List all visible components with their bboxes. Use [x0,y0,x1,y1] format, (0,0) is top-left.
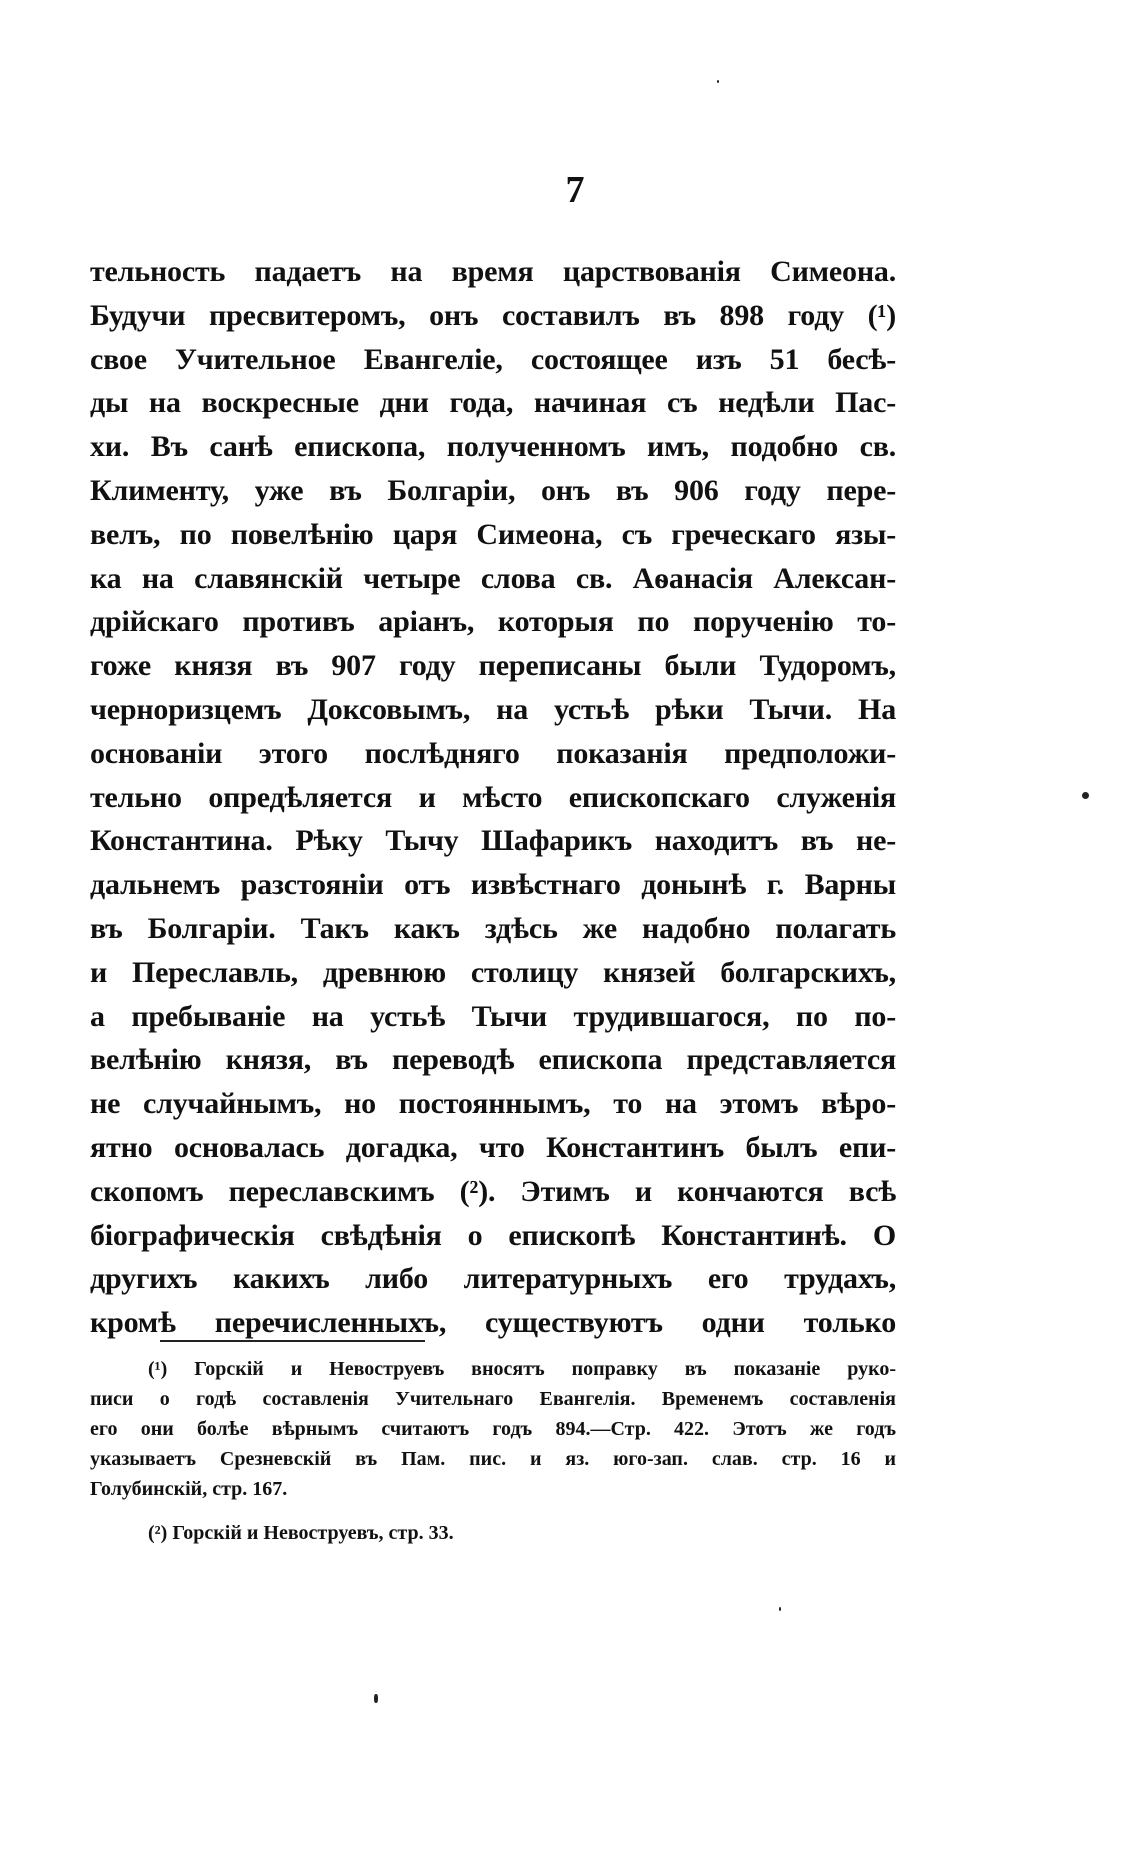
text-line: скопомъ переславскимъ (²). Этимъ и кончаются всѣ [90,1174,896,1208]
text-line: ка на славянскій четыре слова св. Аѳанасія Алексан- [90,561,896,595]
footnote-divider [160,1340,425,1342]
text-line: велъ, по повелѣнію царя Симеона, съ греческаго язы- [90,517,896,551]
footnote-1-line: указываетъ Срезневскій въ Пам. пис. и яз. юго-зап. слав. стр. 16 и [90,1448,896,1470]
text-line: гоже князя въ 907 году переписаны были Тудоромъ, [90,649,896,683]
text-line: тельно опредѣляется и мѣсто епископскаго служенія [90,780,896,814]
text-line: основаніи этого послѣдняго показанія предположи- [90,736,896,770]
text-line: хи. Въ санѣ епископа, полученномъ имъ, подобно св. [90,430,896,464]
ink-speck [779,1607,781,1611]
text-line: черноризцемъ Доксовымъ, на устьѣ рѣки Тычи. На [90,692,896,726]
footnote-1-line: Голубинскій, стр. 167. [90,1478,288,1500]
text-line: Константина. Рѣку Тычу Шафарикъ находитъ въ не- [90,824,896,858]
text-line: кромѣ перечисленныхъ, существуютъ одни только [90,1306,896,1340]
footnote-1-line: (¹) Горскій и Невоструевъ вносятъ поправку въ показаніе руко- [148,1358,896,1380]
footnote-1-line: писи о годѣ составленія Учительнаго Евангелія. Временемъ составленія [90,1388,896,1410]
page-number: 7 [565,169,585,211]
text-line: дальнемъ разстояніи отъ извѣстнаго донынѣ г. Варны [90,868,896,902]
ink-speck [1082,792,1089,799]
text-line: другихъ какихъ либо литературныхъ его трудахъ, [90,1262,896,1296]
footnote-1-line: его они болѣе вѣрнымъ считаютъ годъ 894.—Стр. 422. Этотъ же годъ [90,1418,896,1440]
text-line: велѣнію князя, въ переводѣ епископа представляется [90,1043,896,1077]
text-line: Будучи пресвитеромъ, онъ составилъ въ 898 году (¹) [90,298,896,332]
text-line: а пребываніе на устьѣ Тычи трудившагося, по по- [90,999,896,1033]
footnotes [90,1354,896,1548]
text-line: ятно основалась догадка, что Константинъ былъ епи- [90,1130,896,1164]
ink-speck [717,80,719,83]
main-text [90,250,896,1345]
text-line: біографическія свѣдѣнія о епископѣ Константинѣ. О [90,1218,896,1252]
text-line: не случайнымъ, но постояннымъ, то на этомъ вѣро- [90,1087,896,1121]
text-line: свое Учительное Евангеліе, состоящее изъ 51 бесѣ- [90,342,896,376]
footnote-2: (²) Горскій и Невоструевъ, стр. 33. [148,1522,454,1544]
text-line: тельность падаетъ на время царствованія Симеона. [90,255,896,288]
text-line: ды на воскресные дни года, начиная съ недѣли Пас- [90,386,896,420]
ink-speck [374,1694,378,1703]
text-line: и Переславль, древнюю столицу князей болгарскихъ, [90,955,896,989]
text-line: Клименту, уже въ Болгаріи, онъ въ 906 году пере- [90,473,896,507]
text-line: въ Болгаріи. Такъ какъ здѣсь же надобно полагать [90,911,896,945]
text-line: дрійскаго противъ аріанъ, которыя по порученію то- [90,605,896,639]
